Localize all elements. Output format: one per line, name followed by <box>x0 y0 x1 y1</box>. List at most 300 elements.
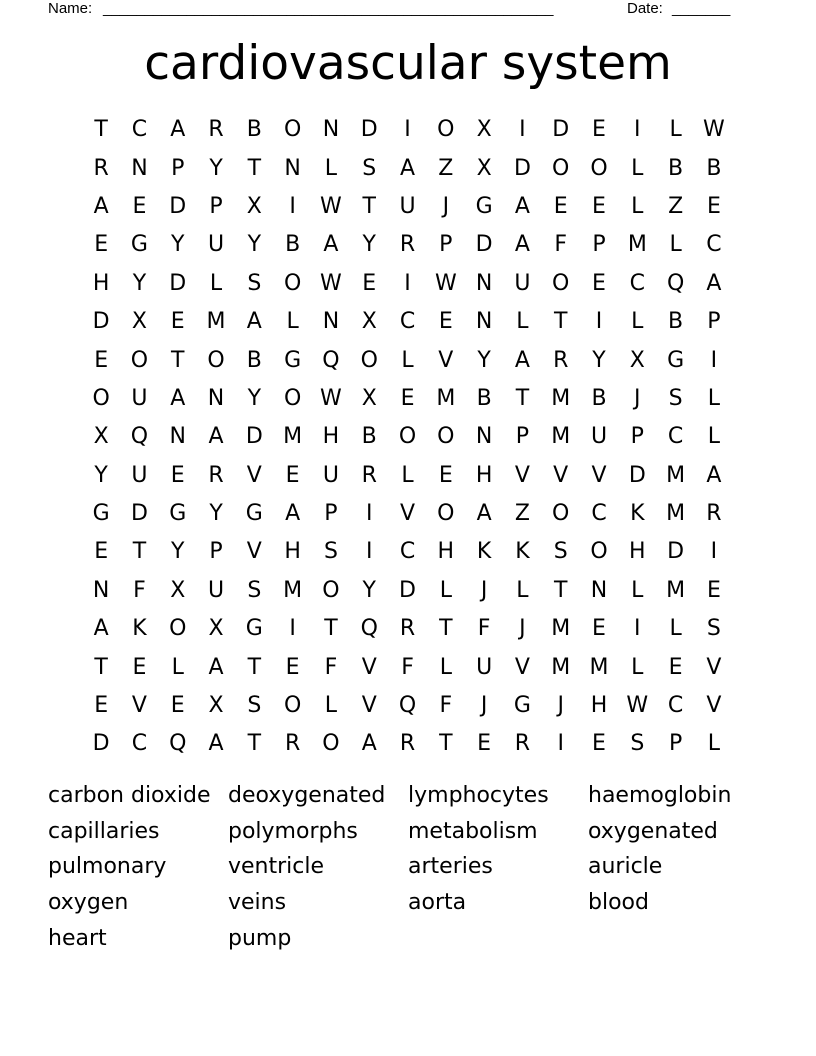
grid-letter: S <box>630 731 645 757</box>
grid-letter: L <box>631 155 644 181</box>
grid-letter: D <box>169 193 187 219</box>
grid-letter: V <box>361 654 377 680</box>
grid-letter: X <box>476 117 492 143</box>
grid-letter: S <box>706 616 721 642</box>
grid-letter: G <box>245 501 263 527</box>
grid-letter: X <box>208 693 224 719</box>
grid-letter: V <box>706 654 722 680</box>
grid-letter: E <box>94 539 109 565</box>
grid-letter: A <box>361 731 377 757</box>
grid-letter: O <box>322 577 340 603</box>
grid-letter: T <box>515 385 530 411</box>
grid-letter: A <box>399 155 416 181</box>
grid-letter: J <box>634 385 641 411</box>
grid-letter: E <box>592 731 606 757</box>
grid-letter: A <box>208 654 224 680</box>
grid-letter: Q <box>666 270 685 296</box>
grid-letter: U <box>322 462 339 488</box>
grid-letter: V <box>438 347 454 373</box>
grid-letter: I <box>365 539 373 565</box>
grid-letter: Z <box>438 155 454 181</box>
grid-letter: P <box>209 539 223 565</box>
grid-letter: D <box>628 462 646 488</box>
grid-letter: I <box>404 270 411 296</box>
grid-letter: L <box>669 616 682 642</box>
grid-letter: A <box>706 270 722 296</box>
grid-letter: H <box>590 693 608 719</box>
word-list-item: deoxygenated <box>228 783 386 808</box>
grid-letter: A <box>170 117 186 143</box>
grid-letter: E <box>706 193 721 219</box>
grid-letter: H <box>437 539 455 565</box>
grid-letter: E <box>706 577 721 603</box>
grid-letter: D <box>245 424 263 450</box>
grid-letter: A <box>246 309 262 335</box>
grid-letter: E <box>285 654 300 680</box>
grid-letter: D <box>399 577 416 603</box>
grid-letter: J <box>557 693 564 719</box>
grid-row <box>82 495 734 533</box>
grid-letter: O <box>590 155 608 181</box>
grid-letter: R <box>514 731 531 757</box>
grid-letter: N <box>169 424 186 450</box>
grid-letter: E <box>592 270 606 296</box>
grid-letter: N <box>131 155 148 181</box>
grid-letter: O <box>398 424 417 450</box>
grid-letter: M <box>206 309 226 335</box>
word-list-item: metabolism <box>408 818 538 844</box>
grid-letter: E <box>592 117 606 143</box>
grid-letter: Y <box>592 347 606 373</box>
word-search-grid <box>82 111 734 764</box>
grid-letter: T <box>553 577 568 603</box>
grid-letter: L <box>439 654 452 680</box>
grid-letter: Y <box>132 270 147 296</box>
grid-letter: T <box>439 616 453 642</box>
word-list-item: ventricle <box>228 854 325 880</box>
grid-letter: T <box>247 731 262 757</box>
grid-row <box>82 265 734 303</box>
grid-letter: G <box>667 347 685 373</box>
grid-letter: L <box>631 654 644 680</box>
grid-letter: O <box>437 501 455 527</box>
grid-letter: U <box>399 193 416 219</box>
grid-letter: A <box>285 501 301 527</box>
grid-letter: Y <box>362 577 376 603</box>
name-label: Name: <box>48 0 93 17</box>
grid-letter: N <box>207 385 225 411</box>
grid-letter: B <box>361 424 377 450</box>
grid-letter: L <box>669 232 682 258</box>
grid-letter: J <box>480 693 488 719</box>
grid-letter: G <box>130 232 148 258</box>
grid-letter: L <box>707 731 721 757</box>
grid-row <box>82 111 734 149</box>
grid-letter: U <box>476 654 493 680</box>
grid-letter: D <box>475 232 493 258</box>
word-list-item: capillaries <box>48 818 160 844</box>
grid-letter: E <box>132 193 147 219</box>
grid-letter: D <box>92 731 110 757</box>
grid-row <box>82 533 734 571</box>
grid-letter: P <box>324 501 338 527</box>
grid-letter: R <box>553 347 569 373</box>
grid-letter: F <box>554 232 568 258</box>
word-list-item: carbon dioxide <box>48 783 211 808</box>
grid-letter: W <box>434 270 457 296</box>
grid-letter: P <box>171 155 185 181</box>
grid-letter: E <box>438 309 453 335</box>
grid-letter: Y <box>171 539 185 565</box>
grid-letter: N <box>284 155 301 181</box>
grid-letter: Q <box>130 424 149 450</box>
grid-letter: P <box>707 309 721 335</box>
grid-letter: W <box>626 693 649 719</box>
grid-letter: K <box>515 539 530 565</box>
grid-letter: R <box>361 462 377 488</box>
grid-letter: M <box>666 501 686 527</box>
grid-row <box>82 418 734 456</box>
grid-letter: F <box>401 654 414 680</box>
grid-letter: O <box>322 731 340 757</box>
grid-letter: M <box>666 462 686 488</box>
grid-letter: Y <box>362 232 376 258</box>
grid-letter: C <box>706 232 722 258</box>
grid-letter: L <box>631 309 644 335</box>
grid-letter: I <box>557 731 564 757</box>
word-list-item: aorta <box>408 890 467 916</box>
grid-letter: M <box>589 654 609 680</box>
grid-letter: A <box>208 424 224 450</box>
grid-letter: M <box>283 577 303 603</box>
grid-row <box>82 341 734 379</box>
grid-letter: S <box>668 385 683 411</box>
grid-letter: A <box>323 232 339 258</box>
grid-letter: C <box>591 501 607 527</box>
grid-letter: A <box>514 193 530 219</box>
grid-letter: B <box>668 309 684 335</box>
page-title: cardiovascular system <box>144 36 672 91</box>
grid-letter: D <box>513 155 531 181</box>
grid-letter: C <box>131 117 148 143</box>
grid-letter: V <box>399 501 416 527</box>
grid-letter: O <box>360 347 378 373</box>
grid-letter: M <box>551 385 571 411</box>
grid-letter: T <box>247 155 262 181</box>
grid-letter: O <box>437 117 455 143</box>
grid-letter: U <box>514 270 531 296</box>
grid-letter: T <box>171 347 185 373</box>
grid-letter: S <box>247 693 262 719</box>
word-list-item: heart <box>48 925 107 951</box>
word-list-item: oxygenated <box>588 818 718 844</box>
grid-letter: Q <box>169 731 187 757</box>
grid-letter: L <box>401 347 414 373</box>
grid-letter: M <box>551 616 571 642</box>
grid-letter: W <box>320 193 342 219</box>
grid-letter: O <box>437 424 455 450</box>
grid-letter: S <box>247 577 262 603</box>
grid-letter: I <box>365 501 373 527</box>
grid-letter: Y <box>209 155 223 181</box>
grid-letter: Z <box>668 193 684 219</box>
grid-letter: N <box>475 309 493 335</box>
grid-letter: S <box>247 270 262 296</box>
grid-letter: R <box>208 117 224 143</box>
grid-row <box>82 226 734 264</box>
grid-letter: O <box>552 270 570 296</box>
grid-letter: M <box>627 232 647 258</box>
grid-letter: H <box>92 270 110 296</box>
grid-letter: N <box>475 270 493 296</box>
grid-letter: U <box>131 385 148 411</box>
grid-letter: R <box>399 616 416 642</box>
word-list <box>48 779 768 957</box>
grid-letter: V <box>706 693 722 719</box>
grid-letter: P <box>668 731 683 757</box>
word-list-item: polymorphs <box>228 818 358 844</box>
grid-letter: A <box>93 193 109 219</box>
word-list-item: pump <box>228 925 292 951</box>
grid-letter: J <box>519 616 526 642</box>
grid-letter: L <box>669 117 682 143</box>
grid-row <box>82 725 734 763</box>
word-list-item: oxygen <box>48 890 129 916</box>
grid-letter: A <box>514 347 530 373</box>
grid-letter: M <box>551 424 571 450</box>
grid-letter: N <box>92 577 110 603</box>
grid-letter: L <box>516 577 529 603</box>
grid-letter: D <box>130 501 148 527</box>
grid-letter: I <box>404 117 411 143</box>
grid-letter: M <box>436 385 456 411</box>
grid-letter: D <box>552 117 570 143</box>
grid-letter: R <box>706 501 722 527</box>
grid-letter: G <box>92 501 110 527</box>
grid-letter: K <box>476 539 492 565</box>
grid-letter: E <box>553 193 568 219</box>
grid-letter: J <box>442 193 450 219</box>
grid-letter: O <box>283 270 302 296</box>
grid-letter: E <box>170 462 185 488</box>
grid-letter: L <box>707 385 721 411</box>
header <box>0 0 816 20</box>
grid-letter: Y <box>94 462 108 488</box>
grid-letter: O <box>169 616 187 642</box>
grid-letter: V <box>591 462 607 488</box>
grid-letter: T <box>553 309 568 335</box>
grid-letter: N <box>590 577 608 603</box>
grid-letter: O <box>283 693 302 719</box>
grid-letter: G <box>513 693 531 719</box>
grid-letter: N <box>475 424 493 450</box>
grid-letter: F <box>324 654 338 680</box>
grid-letter: G <box>475 193 493 219</box>
grid-letter: I <box>634 117 641 143</box>
grid-row <box>82 572 734 610</box>
grid-letter: B <box>591 385 607 411</box>
grid-letter: Q <box>398 693 417 719</box>
grid-letter: R <box>284 731 301 757</box>
grid-letter: O <box>552 501 570 527</box>
grid-letter: X <box>208 616 224 642</box>
grid-letter: F <box>477 616 491 642</box>
grid-letter: E <box>285 462 300 488</box>
grid-letter: B <box>285 232 301 258</box>
grid-letter: X <box>629 347 645 373</box>
word-list-item: lymphocytes <box>408 783 549 808</box>
grid-letter: V <box>131 693 147 719</box>
grid-letter: Y <box>247 232 262 258</box>
grid-letter: P <box>592 232 606 258</box>
grid-letter: L <box>324 155 338 181</box>
grid-letter: P <box>630 424 644 450</box>
grid-letter: T <box>94 117 108 143</box>
grid-letter: T <box>94 654 108 680</box>
grid-letter: C <box>629 270 645 296</box>
grid-letter: V <box>553 462 569 488</box>
grid-letter: D <box>92 309 110 335</box>
grid-letter: U <box>131 462 148 488</box>
grid-letter: T <box>247 654 262 680</box>
word-list-item: blood <box>588 890 649 916</box>
grid-letter: U <box>207 577 225 603</box>
grid-letter: B <box>476 385 492 411</box>
date-label: Date: <box>627 0 663 17</box>
grid-letter: B <box>246 347 262 373</box>
grid-letter: D <box>360 117 378 143</box>
grid-letter: L <box>516 309 529 335</box>
grid-letter: V <box>514 462 530 488</box>
grid-letter: I <box>289 193 296 219</box>
grid-letter: C <box>667 424 684 450</box>
grid-letter: M <box>283 424 303 450</box>
grid-letter: O <box>590 539 608 565</box>
grid-letter: E <box>132 654 147 680</box>
grid-letter: E <box>400 385 415 411</box>
word-list-item: veins <box>228 890 287 916</box>
grid-row <box>82 303 734 341</box>
word-list-item: haemoglobin <box>588 783 732 808</box>
grid-letter: A <box>706 462 722 488</box>
grid-letter: L <box>286 309 299 335</box>
grid-row <box>82 380 734 418</box>
grid-letter: H <box>284 539 301 565</box>
grid-letter: O <box>92 385 110 411</box>
grid-letter: F <box>133 577 146 603</box>
grid-letter: O <box>283 117 302 143</box>
grid-letter: X <box>361 309 377 335</box>
grid-letter: Y <box>477 347 491 373</box>
grid-letter: L <box>171 654 184 680</box>
grid-letter: E <box>170 309 185 335</box>
grid-letter: L <box>707 424 721 450</box>
date-field-line: _______ <box>672 0 731 17</box>
word-list-item: auricle <box>588 854 663 880</box>
grid-letter: A <box>514 232 530 258</box>
name-field-line: ______________________________________________________ <box>103 0 554 17</box>
grid-letter: X <box>476 155 492 181</box>
grid-letter: V <box>361 693 377 719</box>
grid-letter: V <box>246 462 262 488</box>
grid-letter: E <box>592 193 606 219</box>
grid-letter: S <box>553 539 568 565</box>
grid-letter: A <box>476 501 492 527</box>
grid-letter: T <box>439 731 453 757</box>
grid-letter: G <box>245 616 263 642</box>
grid-letter: Y <box>209 501 223 527</box>
grid-row <box>82 149 734 187</box>
grid-letter: D <box>667 539 685 565</box>
grid-letter: X <box>246 193 262 219</box>
grid-letter: M <box>666 577 686 603</box>
grid-letter: L <box>401 462 414 488</box>
grid-letter: Q <box>360 616 378 642</box>
grid-letter: R <box>93 155 109 181</box>
grid-letter: X <box>131 309 147 335</box>
grid-letter: B <box>668 155 684 181</box>
grid-letter: C <box>399 309 416 335</box>
grid-letter: F <box>439 693 453 719</box>
grid-letter: K <box>132 616 147 642</box>
grid-letter: D <box>169 270 187 296</box>
grid-letter: C <box>131 731 148 757</box>
grid-letter: E <box>170 693 185 719</box>
grid-letter: Q <box>322 347 340 373</box>
grid-letter: E <box>94 693 109 719</box>
grid-letter: N <box>322 117 340 143</box>
grid-letter: T <box>132 539 147 565</box>
grid-letter: T <box>362 193 376 219</box>
grid-letter: C <box>667 693 684 719</box>
grid-letter: A <box>93 616 109 642</box>
grid-letter: P <box>515 424 530 450</box>
grid-row <box>82 648 734 686</box>
grid-letter: A <box>208 731 224 757</box>
grid-letter: Y <box>247 385 262 411</box>
grid-letter: I <box>710 539 718 565</box>
grid-letter: O <box>207 347 225 373</box>
grid-row <box>82 457 734 495</box>
grid-letter: L <box>209 270 223 296</box>
grid-letter: X <box>170 577 186 603</box>
word-list-item: pulmonary <box>48 854 167 880</box>
grid-letter: W <box>703 117 725 143</box>
grid-letter: X <box>93 424 109 450</box>
grid-letter: I <box>634 616 641 642</box>
grid-letter: E <box>477 731 492 757</box>
grid-letter: H <box>475 462 493 488</box>
grid-letter: R <box>399 232 416 258</box>
grid-letter: E <box>668 654 683 680</box>
grid-letter: R <box>208 462 224 488</box>
grid-letter: E <box>94 347 109 373</box>
grid-letter: M <box>551 654 571 680</box>
grid-letter: J <box>480 577 488 603</box>
grid-row <box>82 188 734 226</box>
grid-letter: V <box>514 654 530 680</box>
grid-letter: E <box>592 616 606 642</box>
grid-letter: G <box>284 347 302 373</box>
grid-letter: G <box>169 501 187 527</box>
grid-row <box>82 687 734 725</box>
grid-letter: R <box>399 731 416 757</box>
grid-letter: I <box>519 117 526 143</box>
grid-letter: X <box>361 385 377 411</box>
grid-letter: L <box>324 693 338 719</box>
grid-letter: L <box>439 577 452 603</box>
grid-letter: A <box>170 385 186 411</box>
